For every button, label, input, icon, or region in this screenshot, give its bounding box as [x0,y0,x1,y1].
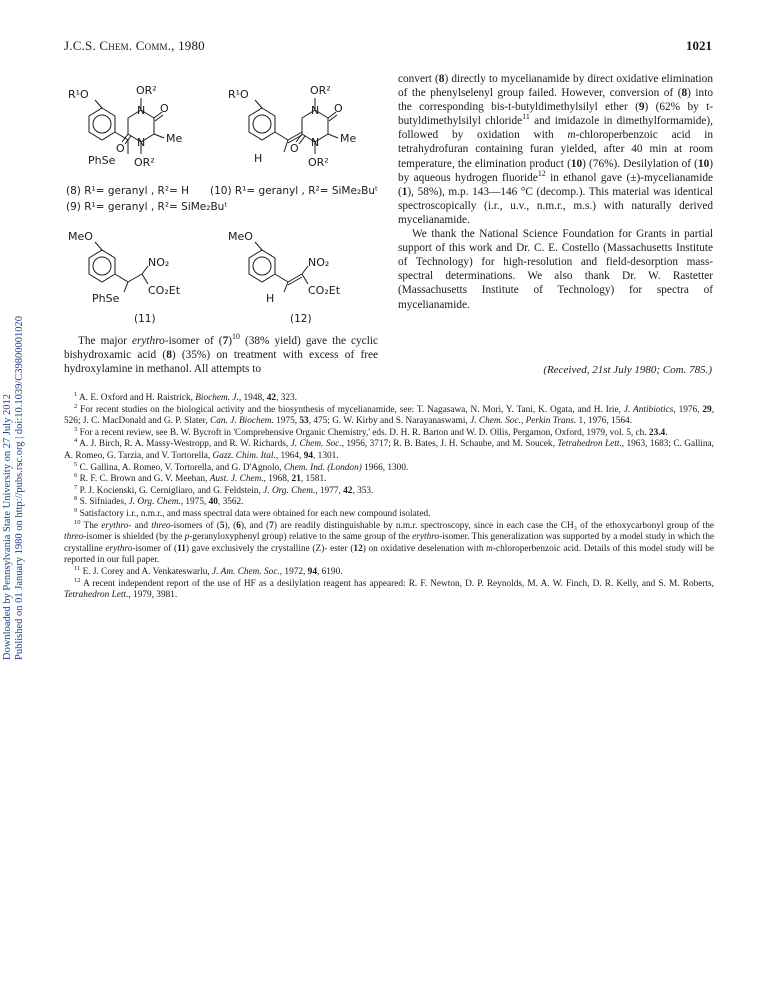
label-o-b1: O [334,102,343,115]
caption-compound-11: (11) [134,313,156,325]
references-footnotes [64,390,715,602]
left-column-text [64,334,378,376]
caption-compound-9: (9) R¹= geranyl , R²= SiMe₂Buᵗ [66,201,228,213]
footnote-7: $^7$ P. J. Kocienski, G. Cernigliaro, and G. Feldstein, J. Org. Chem., 1977, 42, 353. [74,483,374,496]
label-n-b1: N [311,104,320,117]
label-no2-d: NO₂ [308,256,330,269]
download-sidebar [2,240,26,660]
label-co2et-d: CO₂Et [308,284,341,297]
label-or2-a: OR² [136,84,157,97]
label-meo-c: MeO [68,230,93,243]
footnote-8: $^8$ S. Sifniades, J. Org. Chem., 1975, 40, 3562. [74,495,244,508]
label-h-b: H [254,152,263,165]
published-line[interactable]: Published on 01 January 1980 on http://pubs.rsc.org | doi:10.1039/C39800001020 [14,315,25,660]
running-header: J.C.S. Chem. Comm., 1980 [64,38,205,53]
acknowledgements-paragraph: We thank the National Science Foundation for Grants in partial support of this work and Dr. C. E. Costello (Massachusetts Institute of Technology) for high-resolution and field-desorption mass-spectral determinations. We also thank Dr. W. Rastetter (Massachusetts Institute of Technology) for spectra of mycelianamide. [398,228,713,311]
label-me-b: Me [340,132,357,145]
footnote-11: $^{11}$ E. J. Corey and A. Venkateswarlu, J. Am. Chem. Soc., 1972, 94, 6190. [74,564,343,577]
label-h-d: H [266,292,275,305]
label-no2-c: NO₂ [148,256,170,269]
structures-svg [62,70,392,334]
label-r1o-a: R¹O [68,88,89,101]
footnote-10: $^{10}$ The erythro- and threo-isomers of (5), (6), and (7) are readily distinguishable by n.m.r. spectroscopy, since in each case the CH₃ of the ethoxycarbonyl group of the threo-isomer is shielded (by the p-geranyloxyphenyl group) relative to the same group of the erythro-isomer. This generalization was supported by a model study in which the crystalline erythro-isomer of (11) gave exclusively the crystalline (Z)- ester (12) on oxidative deselenation with m-chloroperbenzoic acid. Details of this model study will be reported in our full paper. [64,518,715,566]
right-column-text [398,72,713,312]
right-paragraph-1: convert (8) directly to mycelianamide by direct oxidative elimination of the phenylselenyl group failed. However, conversion of (8) into the corresponding bis-t-butyldimethylsilyl ether (9) (62% by t-butyldimethylsilyl chloride$^{11}$ and imidazole in dimethylformamide), followed by oxidation with m-chloroperbenzoic acid in tetrahydrofuran containing furan yielded, after 40 min at room temperature, the elimination product (10) (76%). Desilylation of (10) by aqueous hydrogen fluoride$^{12}$ in ethanol gave (±)-mycelianamide (1), 58%), m.p. 143—146 °C (decomp.). This material was identical spectroscopically (i.r., u.v., n.m.r., m.s.) with naturally derived mycelianamide. [398,73,713,226]
footnote-9: $^9$ Satisfactory i.r., n.m.r., and mass spectral data were obtained for each new compound isolated. [74,506,431,519]
label-or2-a2: OR² [134,156,155,169]
footnote-6: $^6$ R. F. C. Brown and G. V. Meehan, Aust. J. Chem., 1968, 21, 1581. [74,472,327,485]
label-co2et-c: CO₂Et [148,284,181,297]
label-n-a2: N [137,136,146,149]
label-o-b2: O [290,142,299,155]
label-me-a: Me [166,132,183,145]
left-paragraph: The major erythro-isomer of $(7)^{10}$ (38% yield) gave the cyclic bishydroxamic acid (8) (35%) on treatment with excess of free hydroxylamine in methanol. All attempts to [64,332,378,376]
caption-compound-12: (12) [290,313,312,325]
footnote-5: $^5$ C. Gallina, A. Romeo, V. Tortorella, and G. D'Agnolo, Chem. Ind. (London) 1966, 1300. [74,460,409,473]
caption-compound-10: (10) R¹= geranyl , R²= SiMe₂Buᵗ [210,185,379,197]
label-meo-d: MeO [228,230,253,243]
label-phse-c: PhSe [92,292,120,305]
label-n-a1: N [137,104,146,117]
label-o-a2: O [116,142,125,155]
label-r1o-b: R¹O [228,88,249,101]
chemical-structures-figure [62,70,392,334]
label-or2-b2: OR² [308,156,329,169]
footnote-12: $^{12}$ A recent independent report of the use of HF as a desilylation reagent has appeared: R. F. Newton, D. P. Reynolds, M. A. W. Finch, D. R. Kelly, and S. M. Roberts, Tetrahedron Lett., 1979, 3981. [64,576,714,601]
page-number: 1021 [686,38,712,53]
label-n-b2: N [311,136,320,149]
label-phse-a: PhSe [88,154,116,167]
downloaded-line: Downloaded by Pennsylvania State University on 27 July 2012 [2,394,13,660]
footnote-2: $^2$ For recent studies on the biological activity and the biosynthesis of mycelianamide, see: T. Nagasawa, N. Mori, Y. Tani, K. Ogata, and H. Irie, J. Antibiotics, 1976, 29, 526; J. C. MacDonald and G. P. Slater, Can. J. Biochem. 1975, 53, 475; G. W. Kirby and S. Narayanaswami, J. Chem. Soc., Perkin Trans. 1, 1976, 1564. [64,402,715,427]
label-or2-b: OR² [310,84,331,97]
label-o-a1: O [160,102,169,115]
footnote-3: $^3$ For a recent review, see B. W. Bycroft in 'Comprehensive Organic Chemistry,' eds. D. H. R. Barton and W. D. Ollis, Pergamon, Oxford, 1979, vol. 5, ch. 23.4. [74,425,668,438]
footnote-1: $^1$ A. E. Oxford and H. Raistrick, Biochem. J., 1948, 42, 323. [74,390,297,403]
caption-compound-8: (8) R¹= geranyl , R²= H [66,185,190,197]
received-date: (Received, 21st July 1980; Com. 785.) [543,364,712,376]
footnote-4: $^4$ A. J. Birch, R. A. Massy-Westropp, and R. W. Richards, J. Chem. Soc., 1956, 3717; R. B. Bates, J. H. Schaube, and M. Soucek, Tetrahedron Lett., 1963, 1683; C. Gallina, A. Romeo, G. Tarzia, and V. Tortorella, Gazz. Chim. Ital., 1964, 94, 1301. [64,437,714,461]
